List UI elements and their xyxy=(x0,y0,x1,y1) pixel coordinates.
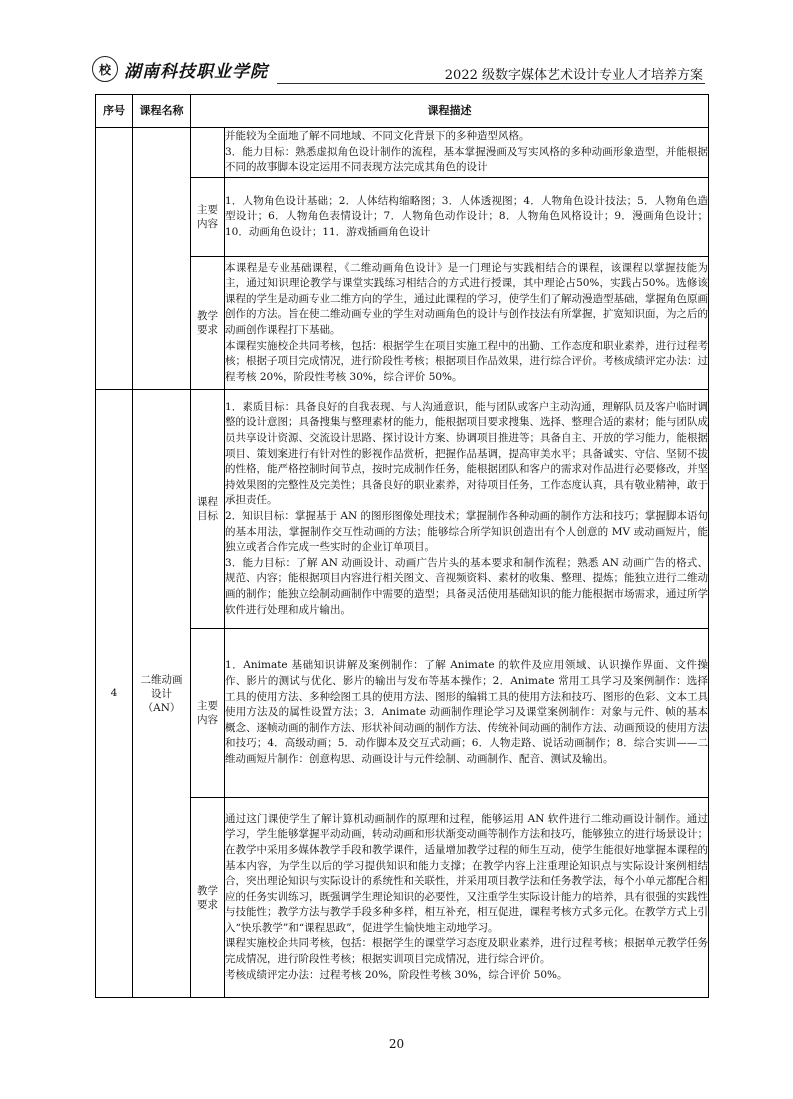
description-paragraph: 本课程是专业基础课程，《二维动画角色设计》是一门理论与实践相结合的课程，该课程以掌握技能为主，通过知识理论教学与课堂实践练习相结合的方式进行授课，其中理论占50%，实践占50%。选修该课程的学生是动画专业二维方向的学生，通过此课程的学习，使学生们了解动漫造型基础，掌握角色原画创作的方法。旨在使二维动画专业的学生对动画角色的设计与创作技法有所掌握，扩宽知识面，为之后的动画创作课程打下基础。 xyxy=(225,261,708,336)
course3-no-cell xyxy=(96,128,133,390)
course-table xyxy=(95,94,709,998)
description-paragraph: 课程实施校企共同考核，包括：根据学生的课堂学习态度及职业素养，进行过程考核；根据单元教学任务完成情况，进行阶段性考核；根据实训项目完成情况，进行综合评价。 xyxy=(225,937,708,966)
course3-name-cell xyxy=(133,128,191,390)
course4-req-label: 教学 要求 xyxy=(191,798,225,998)
course3-req-label: 教学 要求 xyxy=(191,257,225,390)
course4-content-label: 主要 内容 xyxy=(191,629,225,798)
page-number: 20 xyxy=(388,1037,405,1051)
description-paragraph: 并能较为全面地了解不同地域、不同文化背景下的多种造型风格。 xyxy=(225,130,530,143)
school-name: 湖南科技职业学院 xyxy=(124,61,268,82)
description-paragraph: 1．人物角色设计基础；2．人体结构缩略图；3．人体透视图；4．人物角色设计技法；5．人物角色造型设计；6．人物角色表情设计；7．人物角色动作设计；8．人物角色风格设计；9．漫画角色设计；10．动画角色设计；11．游戏插画角色设计 xyxy=(225,194,708,238)
description-paragraph: 3．能力目标：熟悉虚拟角色设计制作的流程，基本掌握漫画及写实风格的多种动画形象造型，并能根据不同的故事脚本设定运用不同表现方法完成其角色的设计 xyxy=(225,145,708,174)
course4-target-cell xyxy=(225,390,709,629)
description-paragraph: 考核成绩评定办法：过程考核 20%，阶段性考核 30%，综合评价 50%。 xyxy=(225,968,568,981)
col-header-name: 课程名称 xyxy=(133,95,191,128)
course4-req-cell xyxy=(225,798,709,998)
description-paragraph: 1．素质目标：具备良好的自我表现、与人沟通意识，能与团队或客户主动沟通，理解队员及客户临时调整的设计意图；具备搜集与整理素材的能力，能根据项目要求搜集、选择、整理合适的素材；能与团队成员共享设计资源、交流设计思路、探讨设计方案、协调项目推进等；具备自主、开放的学习能力，能根据项目、策划案进行有针对性的影视作品赏析，把握作品基调，提高审美水平；具备诚实、守信、坚韧不拔的性格，能严格控制时间节点，按时完成制作任务，能根据团队和客户的需求对作品进行必要修改，并坚持效果图的完整性及完美性；具备良好的职业素养，对待项目任务，工作态度认真，具有敬业精神，敢于承担责任。 xyxy=(225,400,708,507)
table-row xyxy=(96,128,709,178)
course3-target-label-cell xyxy=(191,128,225,178)
course4-content-cell xyxy=(225,629,709,798)
description-paragraph: 1．Animate 基础知识讲解及案例制作：了解 Animate 的软件及应用领域、认识操作界面、文件操作、影片的测试与优化、影片的输出与发布等基本操作；2．Animate 常用工具学习及案例制作：选择工具的使用方法、多种绘图工具的使用方法、图形的编辑工具的使用方法和技巧、图形的色彩、文本工具使用方法及的属性设置方法；3．Animate 动画制作理论学习及课堂案例制作：对象与元件、帧的基本概念、逐帧动画的制作方法、形状补间动画的制作方法、传统补间动画的制作方法、动画预设的使用方法和技巧；4．高级动画；5．动作脚本及交互式动画；6．人物走路、说话动画制作；8．综合实训——二维动画短片制作：创意构思、动画设计与元件绘制、动画制作、配音、测试及输出。 xyxy=(225,659,708,765)
description-paragraph: 3．能力目标：了解 AN 动画设计、动画广告片头的基本要求和制作流程；熟悉 AN 动画广告的格式、规范、内容；能根据项目内容进行相关图文、音视频资料、素材的收集、整理、提炼；能独立进行二维动画的制作；能独立绘制动画制作中需要的造型；具备灵活使用基础知识的能力能根据市场需求，通过所学软件进行处理和成片输出。 xyxy=(225,556,708,616)
document-title: 2022 级数字媒体艺术设计专业人才培养方案 xyxy=(444,68,703,83)
course3-content-label: 主要 内容 xyxy=(191,178,225,257)
description-paragraph: 通过这门课使学生了解计算机动画制作的原理和过程，能够运用 AN 软件进行二维动画设计制作。通过学习，学生能够掌握平动动画，转动动画和形状渐变动画等制作方法和技巧，能够独立的进行场景设计；在教学中采用多媒体教学手段和教学课件，适量增加教学过程的师生互动，使学生能很好地掌握本课程的基本内容，为学生以后的学习提供知识和能力支撑；在教学内容上注重理论知识点与实际设计案例相结合，突出理论知识与实际设计的系统性和关联性，并采用项目教学法和任务教学法，每个小单元都配合相应的任务实训练习，既强调学生理论知识的必要性，又注重学生实际设计能力的培养，具有很强的实践性与技能性；教学方法与教学手段多种多样，相互补充，相互促进，课程考核方式多元化。在教学方式上引入“快乐教学”和“课程思政”，促进学生愉快地主动地学习。 xyxy=(225,812,708,934)
description-paragraph: 2．知识目标：掌握基于 AN 的图形图像处理技术；掌握制作各种动画的制作方法和技巧；掌握脚本语句的基本用法，掌握制作交互性动画的方法；能够综合所学知识创造出有个人创意的 MV 或动画短片，能独立或者合作完成一些实时的企业订单项目。 xyxy=(225,510,708,554)
header-divider xyxy=(277,83,705,84)
school-emblem-icon: 校 xyxy=(92,56,118,82)
school-logo xyxy=(92,56,268,82)
table-row xyxy=(96,390,709,629)
course4-no-cell: 4 xyxy=(96,390,133,998)
course3-target-cell xyxy=(225,128,709,178)
page-header xyxy=(92,56,705,86)
col-header-desc: 课程描述 xyxy=(191,95,709,128)
col-header-no: 序号 xyxy=(96,95,133,128)
description-paragraph: 本课程实施校企共同考核，包括：根据学生在项目实施工程中的出勤、工作态度和职业素养，进行过程考核；根据子项目完成情况，进行阶段性考核；根据项目作品效果，进行综合评价。考核成绩评定办法：过程考核 20%，阶段性考核 30%，综合评价 50%。 xyxy=(225,339,708,383)
course3-req-cell xyxy=(225,257,709,390)
course4-name-cell: 二维动画 设计 （AN） xyxy=(133,390,191,998)
course4-target-label: 课程 目标 xyxy=(191,390,225,629)
table-header-row xyxy=(96,95,709,128)
course3-content-cell xyxy=(225,178,709,257)
